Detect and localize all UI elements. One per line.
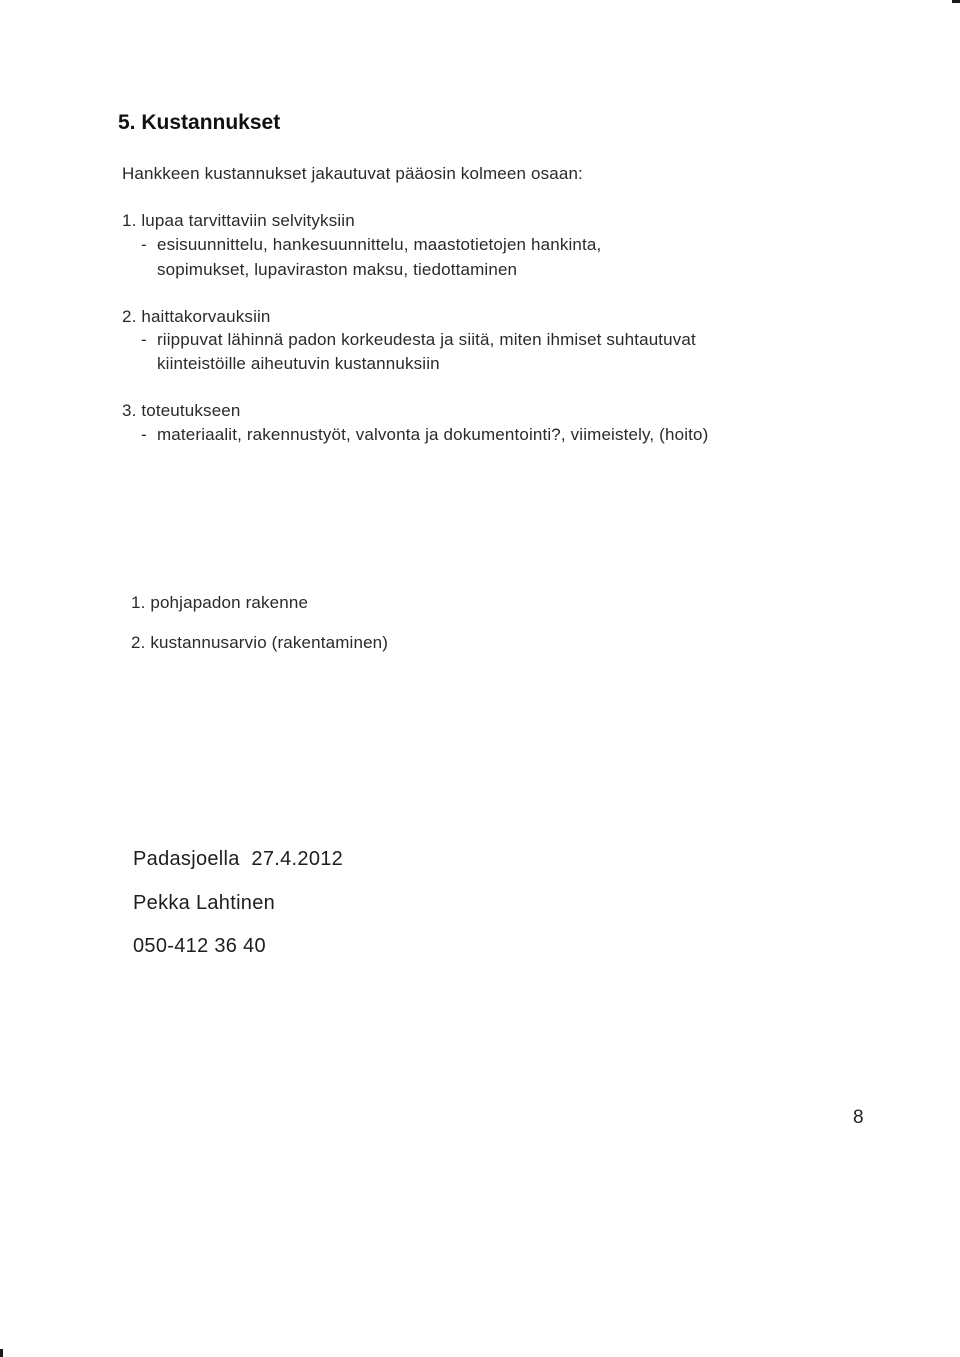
cost-item-1-detail-line-1: esisuunnittelu, hankesuunnittelu, maastotietojen hankinta, [157, 235, 602, 254]
cost-item-2-detail-line-1: riippuvat lähinnä padon korkeudesta ja siitä, miten ihmiset suhtautuvat [157, 330, 696, 349]
attachment-item-2: 2. kustannusarvio (rakentaminen) [131, 633, 389, 652]
page-number: 8 [853, 1107, 864, 1128]
list-dash: - [141, 330, 147, 349]
cost-item-2-detail [141, 331, 696, 348]
cost-item-3-detail [141, 426, 708, 443]
signature-place-date: Padasjoella 27.4.2012 [133, 848, 344, 870]
list-dash: - [141, 235, 147, 254]
signature-name: Pekka Lahtinen [133, 892, 276, 914]
cost-item-1-detail [141, 236, 601, 253]
intro-text: Hankkeen kustannukset jakautuvat pääosin kolmeen osaan: [122, 164, 583, 183]
cost-item-1-detail-line-2: sopimukset, lupaviraston maksu, tiedottaminen [157, 260, 518, 279]
cost-item-3-title: 3. toteutukseen [122, 401, 241, 420]
cost-item-1-title: 1. lupaa tarvittaviin selvityksiin [122, 211, 355, 230]
list-dash: - [141, 425, 147, 444]
cost-item-3-detail-line-1: materiaalit, rakennustyöt, valvonta ja dokumentointi?, viimeistely, (hoito) [157, 425, 709, 444]
cost-item-2-detail-line-2: kiinteistöille aiheutuvin kustannuksiin [157, 354, 440, 373]
section-heading: 5. Kustannukset [118, 111, 281, 134]
attachment-item-1: 1. pohjapadon rakenne [131, 593, 309, 612]
scan-mark-bottom-left [0, 1349, 3, 1357]
cost-item-2-title: 2. haittakorvauksiin [122, 307, 271, 326]
signature-phone: 050-412 36 40 [133, 935, 266, 957]
scan-mark-top-right [952, 0, 960, 3]
